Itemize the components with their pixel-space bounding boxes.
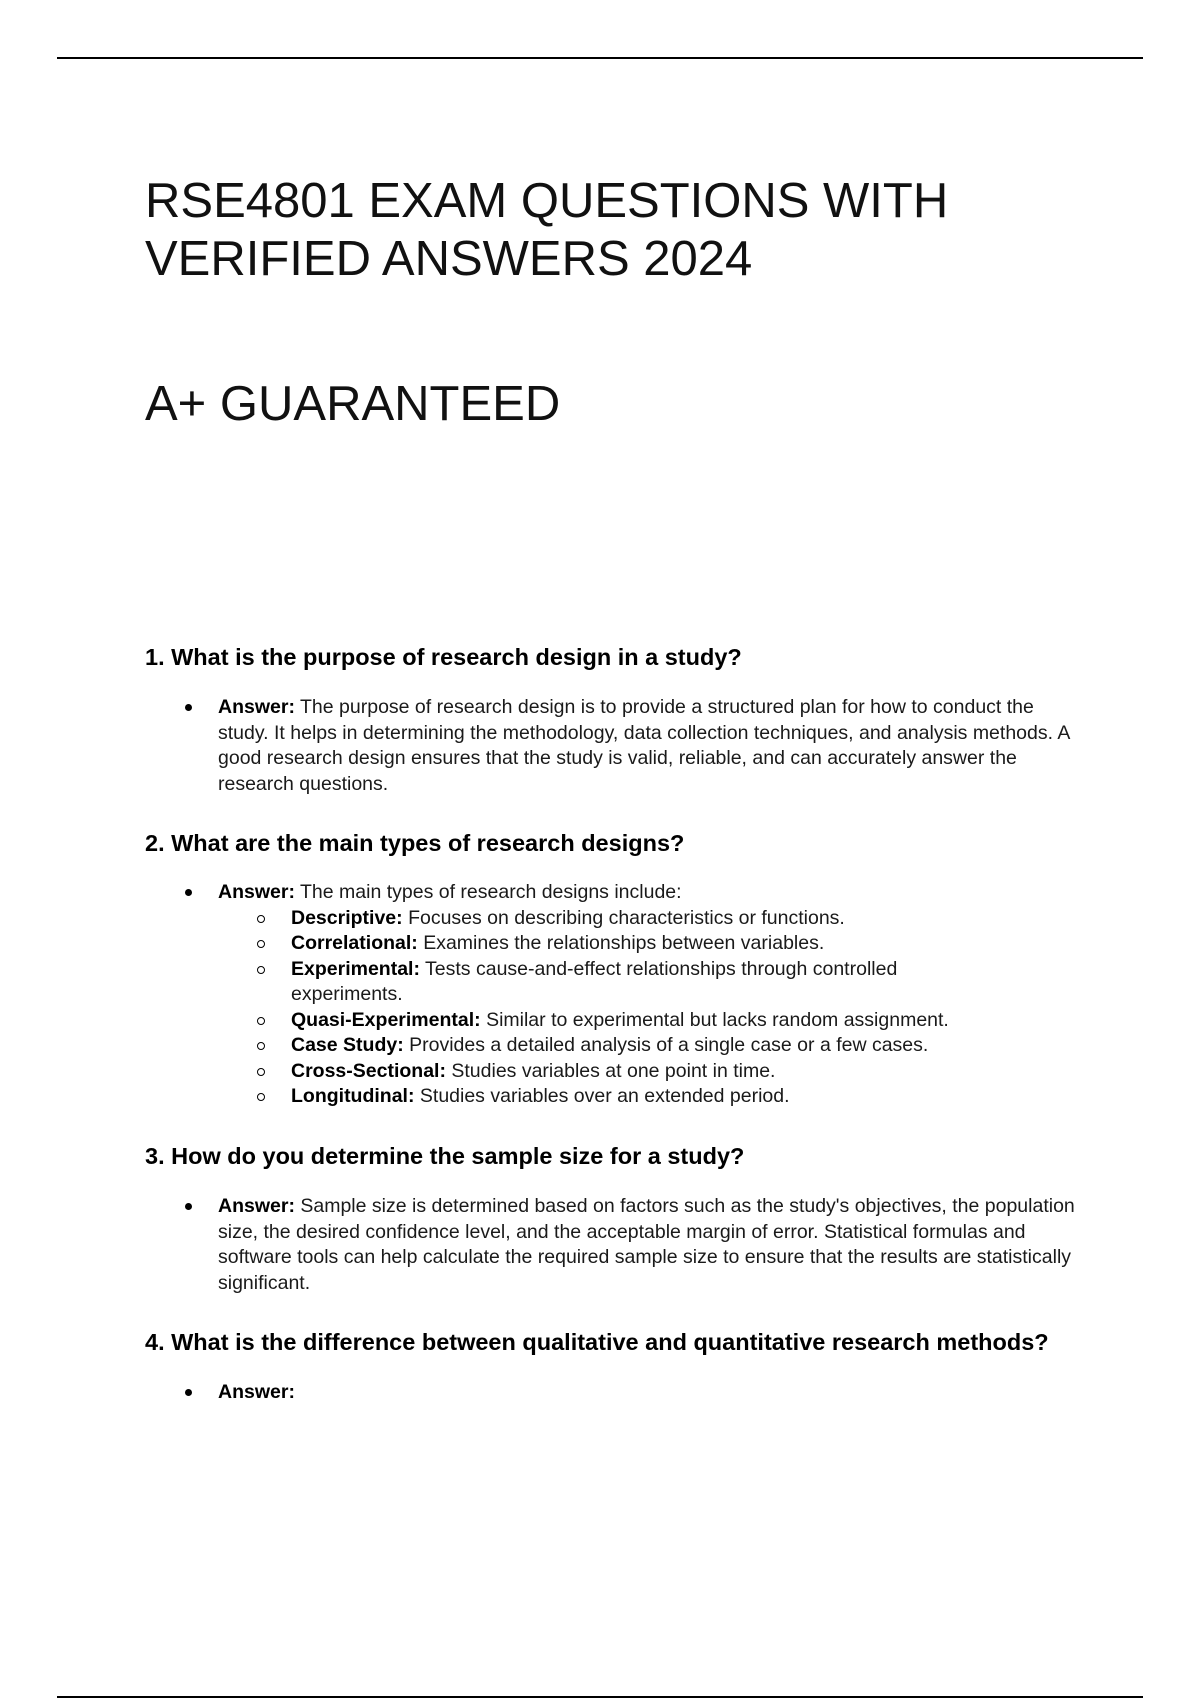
answer-list bbox=[145, 1194, 1105, 1296]
bullet-disc-icon bbox=[185, 889, 192, 896]
bullet-circle-icon bbox=[257, 1068, 265, 1076]
design-type-text: Studies variables at one point in time. bbox=[451, 1059, 776, 1082]
design-type-text: Similar to experimental but lacks random assignment. bbox=[486, 1008, 949, 1031]
answer-item bbox=[145, 695, 1078, 797]
question-3 bbox=[145, 1141, 1105, 1296]
answer-label: Answer: bbox=[218, 1195, 295, 1217]
bullet-disc-icon bbox=[185, 704, 192, 711]
answer-text: The main types of research designs include: bbox=[300, 881, 682, 903]
question-4 bbox=[145, 1327, 1105, 1406]
design-type-term: Longitudinal: bbox=[291, 1085, 415, 1107]
design-type-item bbox=[218, 931, 1011, 957]
question-heading: 1. What is the purpose of research design in a study? bbox=[145, 644, 742, 670]
answer-text: Sample size is determined based on factors such as the study's objectives, the population size, the desired confidence level, and the acceptable margin of error. Statistical formulas and software tools can help calculate the required sample size to ensure that the results are statistically significant. bbox=[218, 1195, 1075, 1294]
design-type-item bbox=[218, 1084, 1011, 1110]
answer-label: Answer: bbox=[218, 696, 295, 718]
design-type-term: Quasi-Experimental: bbox=[291, 1008, 481, 1031]
answer-text: The purpose of research design is to provide a structured plan for how to conduct the study. It helps in determining the methodology, data collection techniques, and analysis methods. A good research design ensures that the study is valid, reliable, and can accurately answer the research questions. bbox=[218, 696, 1070, 795]
design-type-text: Tests cause-and-effect relationships through controlled experiments. bbox=[291, 957, 898, 1005]
bullet-circle-icon bbox=[257, 966, 265, 974]
design-type-term: Correlational: bbox=[291, 932, 418, 954]
design-type-item bbox=[218, 1033, 1011, 1059]
bullet-circle-icon bbox=[257, 940, 265, 948]
answer-label: Answer: bbox=[218, 881, 295, 903]
document-subtitle: A+ GUARANTEED bbox=[145, 377, 561, 431]
bullet-circle-icon bbox=[257, 1042, 265, 1050]
document-title: RSE4801 EXAM QUESTIONS WITH VERIFIED ANSWERS 2024 bbox=[145, 174, 949, 286]
bullet-circle-icon bbox=[257, 1093, 265, 1101]
design-type-term: Cross-Sectional: bbox=[291, 1059, 446, 1082]
design-type-item bbox=[218, 1008, 1011, 1034]
design-type-term: Experimental: bbox=[291, 957, 420, 980]
question-heading: 3. How do you determine the sample size for a study? bbox=[145, 1143, 745, 1169]
design-type-item bbox=[218, 957, 1011, 1008]
bullet-circle-icon bbox=[257, 1017, 265, 1025]
bottom-rule bbox=[57, 1696, 1143, 1698]
bullet-disc-icon bbox=[185, 1203, 192, 1210]
design-type-term: Case Study: bbox=[291, 1034, 404, 1056]
design-type-text: Provides a detailed analysis of a single case or a few cases. bbox=[409, 1034, 929, 1056]
answer-list bbox=[145, 880, 1105, 1110]
top-rule bbox=[57, 57, 1143, 59]
answer-list bbox=[145, 695, 1105, 797]
design-type-text: Examines the relationships between variables. bbox=[423, 932, 825, 954]
design-type-item bbox=[218, 1059, 1011, 1085]
answer-list bbox=[145, 1380, 1105, 1406]
answer-item bbox=[145, 1380, 1078, 1406]
bullet-circle-icon bbox=[257, 915, 265, 923]
question-2 bbox=[145, 828, 1105, 1110]
design-type-term: Descriptive: bbox=[291, 906, 403, 929]
design-type-text: Focuses on describing characteristics or functions. bbox=[408, 906, 845, 929]
question-heading: 2. What are the main types of research designs? bbox=[145, 830, 685, 856]
question-1 bbox=[145, 642, 1105, 797]
answer-label: Answer: bbox=[218, 1381, 295, 1403]
design-type-item bbox=[218, 906, 1011, 932]
answer-item bbox=[145, 880, 1078, 1110]
bullet-disc-icon bbox=[185, 1389, 192, 1396]
answer-item bbox=[145, 1194, 1078, 1296]
question-heading: 4. What is the difference between qualitative and quantitative research methods? bbox=[145, 1329, 1049, 1355]
design-type-list bbox=[218, 906, 1078, 1110]
design-type-text: Studies variables over an extended period. bbox=[419, 1085, 790, 1107]
